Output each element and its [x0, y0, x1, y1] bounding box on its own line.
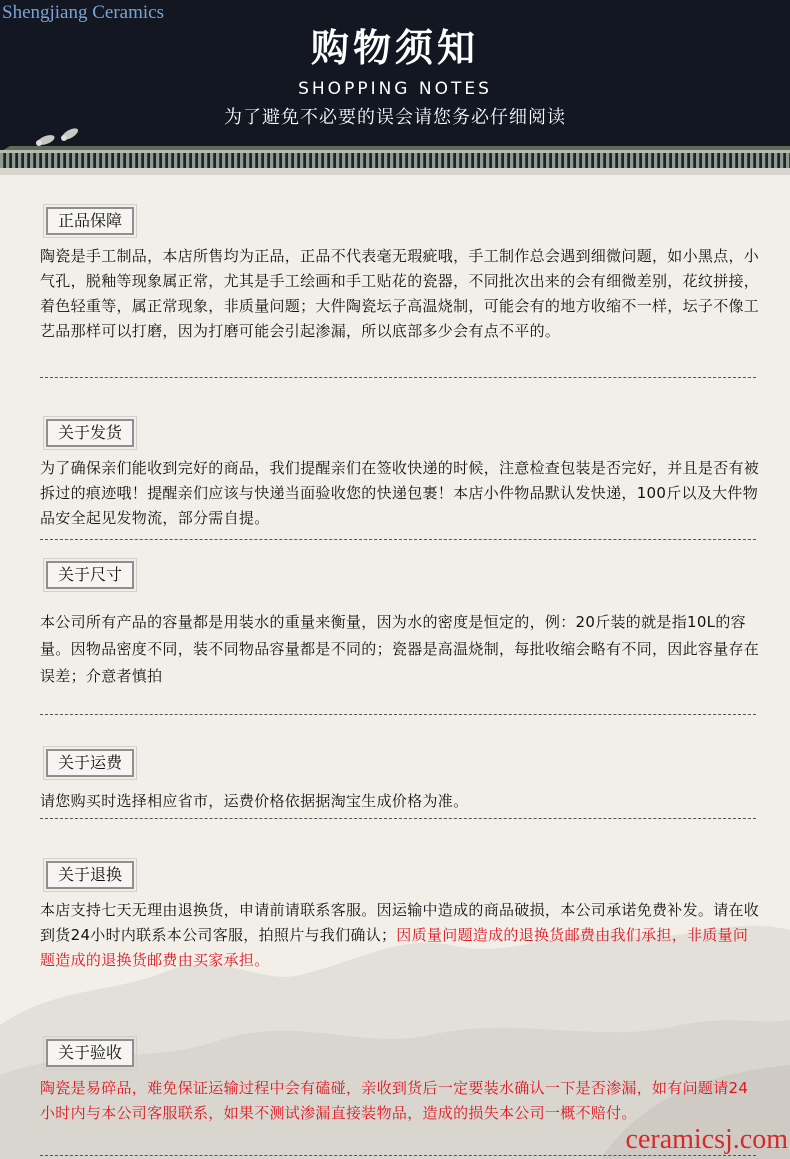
section-text [40, 898, 760, 973]
page-title: 购物须知 [310, 26, 479, 70]
section-text: 陶瓷是易碎品，难免保证运输过程中会有磕碰，亲收到货后一定要装水确认一下是否渗漏，如有问题请24小时内与本公司客服联系，如果不测试渗漏直接装物品，造成的损失本公司一概不赔付。 [40, 1079, 749, 1122]
dashed-divider [40, 714, 756, 715]
section-returns [40, 861, 760, 973]
section-tag: 关于发货 [46, 419, 134, 447]
roof-tiles-decoration [0, 128, 790, 175]
brand-name: Shengjiang Ceramics [2, 2, 164, 23]
page-subtitle: 为了避免不必要的误会请您务必仔细阅读 [224, 107, 566, 128]
dashed-divider [40, 1155, 756, 1156]
section-text: 本公司所有产品的容量都是用装水的重量来衡量，因为水的密度是恒定的，例：20斤装的就是指10L的容量。因物品密度不同，装不同物品容量都是不同的；瓷器是高温烧制，每批收缩会略有不同，因此容量存在误差；介意者慎拍 [40, 613, 760, 685]
section-tag: 正品保障 [46, 207, 134, 235]
section-authenticity [40, 207, 760, 344]
section-text: 请您购买时选择相应省市，运费价格依据据淘宝生成价格为准。 [40, 792, 469, 810]
section-size [40, 561, 760, 690]
page-title-english: SHOPPING NOTES [298, 79, 492, 99]
section-text: 陶瓷是手工制品，本店所售均为正品，正品不代表毫无瑕疵哦，手工制作总会遇到细微问题，如小黑点，小气孔，脱釉等现象属正常，尤其是手工绘画和手工贴花的瓷器，不同批次出来的会有细微差别，花纹拼接，着色轻重等，属正常现象，非质量问题；大件陶瓷坛子高温烧制，可能会有的地方收缩不一样，坛子不像工艺品那样可以打磨，因为打磨可能会引起渗漏，所以底部多少会有点不平的。 [40, 247, 760, 340]
watermark: ceramicsj.com [625, 1124, 788, 1155]
section-tag: 关于尺寸 [46, 561, 134, 589]
dashed-divider [40, 377, 756, 378]
returns-postage-note: 因质量问题造成的退换货邮费由我们承担，非质量问题造成的退换货邮费由买家承担。 [40, 926, 749, 969]
returns-policy-text: 本店支持七天无理由退换货，申请前请联系客服。因运输中造成的商品破损，本公司承诺免费补发。请在收到货24小时内联系本公司客服，拍照片与我们确认； [40, 901, 760, 944]
section-text: 为了确保亲们能收到完好的商品，我们提醒亲们在签收快递的时候，注意检查包装是否完好，并且是否有被拆过的痕迹哦！提醒亲们应该与快递当面验收您的快递包裹！本店小件物品默认发快递，100斤以及大件物品安全起见发物流，部分需自提。 [40, 459, 760, 527]
section-freight [40, 749, 760, 814]
section-tag: 关于退换 [46, 861, 134, 889]
dashed-divider [40, 818, 756, 819]
section-tag: 关于运费 [46, 749, 134, 777]
notes-content [0, 175, 790, 1159]
bird-icon [36, 128, 80, 147]
section-shipping [40, 419, 760, 531]
header-banner [0, 0, 790, 175]
section-tag: 关于验收 [46, 1039, 134, 1067]
section-inspection [40, 1039, 760, 1126]
dashed-divider [40, 539, 756, 540]
